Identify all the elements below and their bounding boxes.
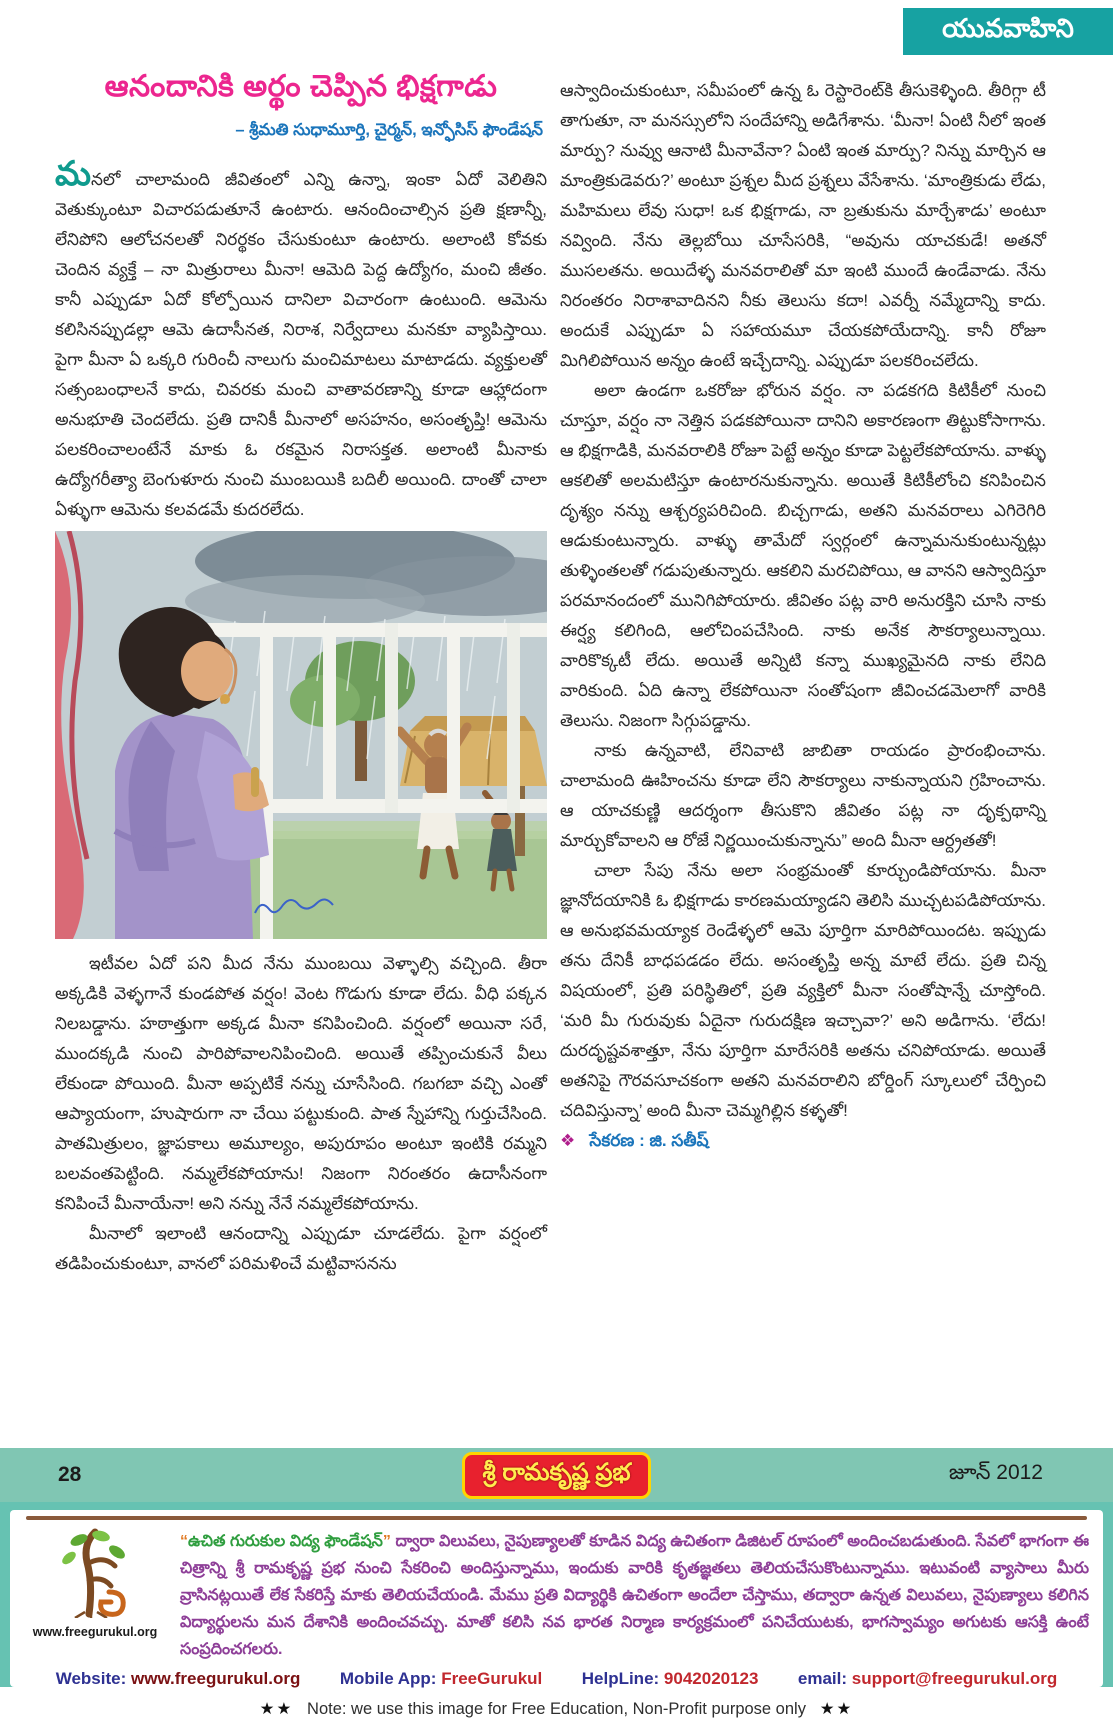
bottom-banner	[0, 1448, 1113, 1502]
right-column	[560, 76, 1046, 1156]
contact-line	[20, 1669, 1093, 1689]
website-label: Website:	[55, 1669, 127, 1688]
illustration-scene	[55, 531, 547, 939]
close-quote: ”	[382, 1533, 391, 1550]
paragraph-1	[55, 157, 547, 525]
foundation-name: ఉచిత గురుకుల విద్య ఫౌండేషన్	[188, 1533, 383, 1550]
footer-zone	[0, 1502, 1113, 1718]
note-text: Note: we use this image for Free Education, Non-Profit purpose only	[307, 1700, 806, 1718]
website-value[interactable]: www.freegurukul.org	[131, 1669, 301, 1688]
paragraph-4: ఆస్వాదించుకుంటూ, సమీపంలో ఉన్న ఓ రెస్టారెంట్‌కి తీసుకెళ్ళింది. తీరిగ్గా టీ తాగుతూ, నా మనస్సులోని సందేహాన్ని అడిగేశాను. ‘మీనా! ఏంటి నీలో ఇంత మార్పు? నువ్వు ఆనాటి మీనావేనా? ఏంటి ఇంత మార్పు? నిన్ను మార్చిన ఆ మాంత్రికుడెవరు?’ అంటూ ప్రశ్నల మీద ప్రశ్నలు వేసేశాను. ‘మాంత్రికుడు లేడు, మహిమలు లేవు సుధా! ఒక భిక్షగాడు, నా బ్రతుకును మార్చేశాడు’ అంటూ నవ్వింది. నేను తెల్లబోయి చూసేసరికి, “అవును యాచకుడే! అతనో ముసలతను. అయిదేళ్ళ మనవరాలితో మా ఇంటి ముందే ఉండేవాడు. నేను నిరంతరం నిరాశావాదినని నీకు తెలుసు కదా! ఎవర్నీ నమ్మేదాన్ని కాదు. అందుకే ఎప్పుడూ ఏ సహాయమూ చేయకపోయేదాన్ని. కానీ రోజూ మిగిలిపోయిన అన్నం ఉంటే ఇచ్చేదాన్ని. ఎప్పుడూ పలకరించలేదు.	[560, 81, 1046, 370]
paragraph-6: నాకు ఉన్నవాటి, లేనివాటి జాబితా రాయడం ప్రారంభించాను. చాలామంది ఊహించను కూడా లేని సౌకర్యాలు నాకున్నాయని గ్రహించాను. ఆ యాచకుణ్ణి ఆదర్శంగా తీసుకొని జీవితం పట్ల నా దృక్పథాన్ని మార్చుకోవాలని ఆ రోజే నిర్ణయించుకున్నాను” అంది మీనా ఆర్ద్రతతో!	[560, 741, 1046, 850]
issue-date: జూన్ 2012	[948, 1460, 1043, 1484]
star-icon-right: ★★	[819, 1700, 854, 1718]
logo-letter-g	[101, 1592, 124, 1614]
paragraph-7: చాలా సేపు నేను అలా సంభ్రమంతో కూర్చుండిపోయాను. మీనా జ్ఞానోదయానికి ఓ భిక్షగాడు కారణమయ్యాడని తెలిసి ముచ్చటపడిపోయాను. ఆ అనుభవమయ్యాక రెండేళ్ళలో ఆమె పూర్తిగా మారిపోయిందట. ఇప్పుడు తను దేనికీ బాధపడడం లేదు. అసంతృప్తి అన్న మాటే లేదు. ప్రతి చిన్న విషయంలో, ప్రతి పరిస్థితిలో, ప్రతి వ్యక్తిలో మీనా సంతోషాన్నే చూస్తోంది. ‘మరి మీ గురువుకు ఏదైనా గురుదక్షిణ ఇచ్చావా?’ అని అడిగాను. ‘లేదు! దురదృష్టవశాత్తూ, నేను పూర్తిగా మారేసరికి అతను చనిపోయాడు. అయితే అతనిపై గౌరవసూచకంగా అతని మనవరాలిని బోర్డింగ్ స్కూలులో చేర్పించి చదివిస్తున్నా’ అంది మీనా చెమ్మగిల్లిన కళ్ళతో!	[560, 861, 1046, 1120]
bangle	[251, 767, 259, 797]
footer-paragraph	[170, 1526, 1093, 1663]
page-number: 28	[58, 1463, 82, 1486]
email-value[interactable]: support@freegurukul.org	[851, 1669, 1058, 1688]
magazine-section-masthead	[903, 8, 1113, 55]
paragraph-1-text: నలో చాలామంది జీవితంలో ఎన్ని ఉన్నా, ఇంకా ఏదో వెలితిని వెతుక్కుంటూ విచారపడుతూనే ఉంటారు. ఆనందించాల్సిన ప్రతి క్షణాన్నీ, లేనిపోని ఆలోచనలతో నిరర్థకం చేసుకుంటూ ఉంటారు. అలాంటి కోవకు చెందిన వ్యక్తే – నా మిత్రురాలు మీనా! ఆమెది పెద్ద ఉద్యోగం, మంచి జీతం. కానీ ఎప్పుడూ ఏదో కోల్పోయిన దానిలా విచారంగా ఉంటుంది. ఆమెను కలిసినప్పుడల్లా ఆమె ఉదాసీనత, నిరాశ, నిర్వేదాలు మనకూ వ్యాపిస్తాయి. పైగా మీనా ఏ ఒక్కరి గురించీ నాలుగు మంచిమాటలు మాటాడదు. వ్యక్తులతో సత్సంబంధాలనే కాదు, చివరకు మంచి వాతావరణాన్ని కూడా ఆహ్లాదంగా అనుభూతి చెందలేదు. ప్రతి దానికీ మీనాలో అసహనం, అసంతృప్తి! ఆమెను పలకరించాలంటేనే మాకు ఓ రకమైన నిరాసక్తత. అలాంటి మీనాకు ఉద్యోగరీత్యా బెంగుళూరు నుంచి ముంబయికి బదిలీ అయింది. దాంతో చాలా ఏళ్ళుగా ఆమెను కలవడమే కుదరలేదు.	[55, 170, 547, 519]
paragraph-3: మీనాలో ఇలాంటి ఆనందాన్ని ఎప్పుడూ చూడలేదు. పైగా వర్షంలో తడిపించుకుంటూ, వానలో పరిమళించే మట్టివాసనను	[55, 1224, 547, 1273]
paragraph-5: అలా ఉండగా ఒకరోజు భోరున వర్షం. నా పడకగది కిటికీలో నుంచి చూస్తూ, వర్షం నా నెత్తిన పడకపోయినా దానిని అకారణంగా తిట్టుకోసాగాను. ఆ భిక్షగాడికి, మనవరాలికి రోజూ పెట్టే అన్నం కూడా పెట్టలేకపోయాను. వాళ్ళు ఆకలితో అలమటిస్తూ ఉంటారనుకున్నాను. అయితే కిటికీలోంచి కనిపించిన దృశ్యం నన్ను ఆశ్చర్యపరిచింది. బిచ్చగాడు, అతని మనవరాలు ఎగిరెగిరి ఆడుకుంటున్నారు. వాళ్ళు తామేదో స్వర్గంలో ఉన్నామనుకుంటున్నట్లు తుళ్ళింతలతో గడుపుతున్నారు. ఆకలిని మరచిపోయి, ఆ వానని ఆస్వాదిస్తూ పరమానందంలో మునిగిపోయారు. జీవితం పట్ల వారి అనురక్తిని చూసి నాకు ఈర్ష్య కలిగింది, ఆలోచింపచేసింది. నాకు అనేక సౌకర్యాలున్నాయి. వారికొక్కటీ లేదు. అయితే అన్నిటి కన్నా ముఖ్యమైనది నాకు లేనిది వారికుంది. ఏది ఉన్నా లేకపోయినా సంతోషంగా జీవించడమెలాగో వారికి తెలుసు. నిజంగా సిగ్గుపడ్డాను.	[560, 381, 1047, 730]
footer-box	[10, 1510, 1103, 1718]
footer-divider	[26, 1516, 1087, 1520]
magazine-title-badge: శ్రీ రామకృష్ణ ప్రభ	[462, 1452, 652, 1499]
earring	[220, 694, 230, 704]
storm-cloud-3	[185, 575, 425, 627]
footer-paragraph-text: ద్వారా విలువలు, నైపుణ్యాలతో కూడిన విద్య ఉచితంగా డిజిటల్ రూపంలో అందించబడుతుంది. సేవలో భాగంగా ఈ చిత్రాన్ని శ్రీ రామకృష్ణ ప్రభ నుంచి సేకరించి అందిస్తున్నాము, ఇందుకు వారికి కృతజ్ఞతలు తెలియచేసుకొంటున్నాము. ఇటువంటి వ్యాసాలు మీరు వ్రాసినట్లయితే లేక సేకరిస్తే మాకు తెలియచేయండి. మేము ప్రతి విద్యార్థికి ఉచితంగా అందేలా చేస్తాము, తద్వారా ఉన్నత విలువలు, నైపుణ్యాలు కలిగిన విద్యార్థులను మన దేశానికి అందించవచ్చు. మాతో కలిసి నవ భారత నిర్మాణ కార్యక్రమంలో పనిచేయుటకు, భాగస్వామ్యం అగుటకు ఆసక్తి ఉంటే సంప్రదించగలరు.	[180, 1533, 1089, 1658]
diamond-marker-icon: ❖	[560, 1131, 576, 1150]
left-column	[55, 70, 547, 1279]
mobile-app-value[interactable]: FreeGurukul	[441, 1669, 543, 1688]
helpline-label: HelpLine:	[581, 1669, 660, 1688]
credit-line	[560, 1126, 1046, 1156]
mobile-app-contact[interactable]	[340, 1669, 542, 1689]
helpline-contact[interactable]	[582, 1669, 759, 1689]
open-quote: “	[180, 1533, 188, 1550]
freegurukul-logo-block	[20, 1526, 170, 1663]
article-illustration	[55, 531, 547, 939]
logo-caption[interactable]: www.freegurukul.org	[32, 1625, 158, 1639]
website-contact[interactable]	[56, 1669, 301, 1689]
note-line	[20, 1699, 1093, 1719]
paragraph-2: ఇటీవల ఏదో పని మీద నేను ముంబయి వెళ్ళాల్సి వచ్చింది. తీరా అక్కడికి వెళ్ళగానే కుండపోత వర్షం! వెంట గొడుగు కూడా లేదు. వీధి పక్కన నిలబడ్డాను. హఠాత్తుగా అక్కడ మీనా కనిపించింది. వర్షంలో అయినా సరే, ముందక్కడి నుంచి పారిపోవాలనిపించింది. అయితే తప్పించుకునే వీలు లేకుండా పోయింది. మీనా అప్పటికే నన్ను చూసేసింది. గబగబా వచ్చి ఎంతో ఆప్యాయంగా, హుషారుగా నా చేయి పట్టుకుంది. పాత స్నేహాన్ని గుర్తుచేసింది. పాతమిత్రులం, జ్ఞాపకాలు అమూల్యం, అపురూపం అంటూ ఇంటికి రమ్మని బలవంతపెట్టింది. నమ్మలేకపోయాను! నిజంగా నిరంతరం ఉదాసీనంగా కనిపించే మీనాయేనా! అని నన్ను నేనే నమ్మలేకపోయాను.	[55, 954, 547, 1213]
compiler-credit: సేకరణ : జి. సతీష్	[589, 1131, 709, 1150]
dropcap-letter: మ	[55, 155, 91, 193]
freegurukul-logo	[49, 1526, 141, 1618]
magazine-section-label: యువవాహిని	[942, 13, 1074, 43]
email-label: email:	[797, 1669, 848, 1688]
article-title: ఆనందానికి అర్థం చెప్పిన భిక్షగాడు	[104, 70, 498, 103]
article-byline: – శ్రీమతి సుధామూర్తి, చైర్మన్, ఇన్ఫోసిస్ ఫౌండేషన్	[235, 121, 543, 139]
email-contact[interactable]	[798, 1669, 1057, 1689]
helpline-value[interactable]: 9042020123	[663, 1669, 759, 1688]
mobile-app-label: Mobile App:	[339, 1669, 437, 1688]
star-icon-left: ★★	[259, 1700, 294, 1718]
